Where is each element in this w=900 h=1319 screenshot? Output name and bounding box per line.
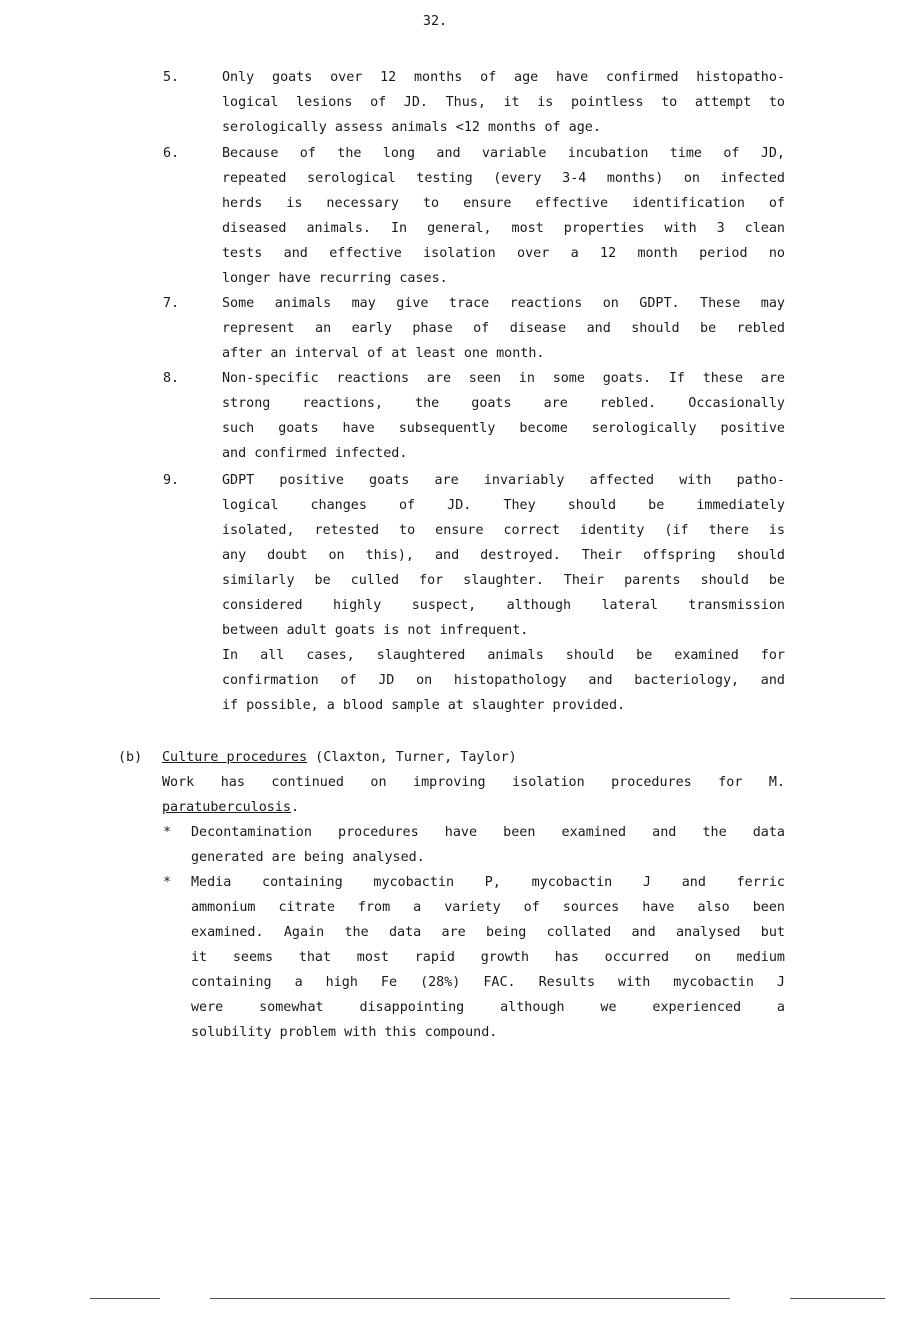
text-line: Media containing mycobactin P, mycobactin J and ferric <box>191 875 785 890</box>
text-line: isolated, retested to ensure correct identity (if there is <box>222 523 785 538</box>
footer-rule <box>210 1298 730 1299</box>
period: . <box>291 800 300 815</box>
bullet-marker: * <box>163 875 172 890</box>
text-line: any doubt on this), and destroyed. Their offspring should <box>222 548 785 563</box>
text-line: In all cases, slaughtered animals should be examined for <box>222 648 785 663</box>
footer-rule <box>90 1298 160 1299</box>
text-line: strong reactions, the goats are rebled. Occasionally <box>222 396 785 411</box>
text-line: longer have recurring cases. <box>222 271 448 286</box>
text-line: diseased animals. In general, most properties with 3 clean <box>222 221 785 236</box>
item-text <box>222 291 785 366</box>
text-line: considered highly suspect, although lateral transmission <box>222 598 785 613</box>
bullet-marker: * <box>163 825 172 840</box>
text-line: Only goats over 12 months of age have confirmed histopatho- <box>222 70 785 85</box>
text-line: represent an early phase of disease and should be rebled <box>222 321 785 336</box>
text-line: Because of the long and variable incubation time of JD, <box>222 146 785 161</box>
bullet-text <box>191 870 785 1045</box>
text-line <box>162 795 785 820</box>
text-line: it seems that most rapid growth has occurred on medium <box>191 950 785 965</box>
item-text <box>222 468 785 718</box>
item-number: 9. <box>163 473 180 488</box>
text-line: logical changes of JD. They should be immediately <box>222 498 785 513</box>
text-line: between adult goats is not infrequent. <box>222 623 529 638</box>
organism-name: paratuberculosis <box>162 800 291 815</box>
text-line: containing a high Fe (28%) FAC. Results with mycobactin J <box>191 975 785 990</box>
item-text <box>222 141 785 291</box>
text-line: repeated serological testing (every 3-4 months) on infected <box>222 171 785 186</box>
footer-rule <box>790 1298 885 1299</box>
text-line: logical lesions of JD. Thus, it is pointless to attempt to <box>222 95 785 110</box>
section-heading <box>162 745 517 770</box>
text-line: confirmation of JD on histopathology and bacteriology, and <box>222 673 785 688</box>
item-number: 5. <box>163 70 180 85</box>
text-line: ammonium citrate from a variety of sources have also been <box>191 900 785 915</box>
text-line: examined. Again the data are being collated and analysed but <box>191 925 785 940</box>
text-line: if possible, a blood sample at slaughter provided. <box>222 698 626 713</box>
text-line: after an interval of at least one month. <box>222 346 545 361</box>
text-line: similarly be culled for slaughter. Their parents should be <box>222 573 785 588</box>
item-number: 6. <box>163 146 180 161</box>
section-label: (b) <box>118 750 143 765</box>
text-line: solubility problem with this compound. <box>191 1025 498 1040</box>
section-title: Culture procedures <box>162 750 308 765</box>
text-line: GDPT positive goats are invariably affected with patho- <box>222 473 785 488</box>
text-line: Work has continued on improving isolation procedures for M. <box>162 775 785 790</box>
text-line: serologically assess animals <12 months of age. <box>222 120 601 135</box>
text-line: such goats have subsequently become serologically positive <box>222 421 785 436</box>
item-number: 8. <box>163 371 180 386</box>
text-line: Non-specific reactions are seen in some goats. If these are <box>222 371 785 386</box>
text-line: Decontamination procedures have been examined and the data <box>191 825 785 840</box>
item-text <box>222 65 785 140</box>
text-line: herds is necessary to ensure effective identification of <box>222 196 785 211</box>
text-line: were somewhat disappointing although we experienced a <box>191 1000 785 1015</box>
text-line: generated are being analysed. <box>191 850 425 865</box>
page-number: 32. <box>422 14 448 29</box>
section-intro <box>162 770 785 820</box>
section-authors: (Claxton, Turner, Taylor) <box>307 750 517 765</box>
item-number: 7. <box>163 296 180 311</box>
text-line: tests and effective isolation over a 12 month period no <box>222 246 785 261</box>
text-line: Some animals may give trace reactions on GDPT. These may <box>222 296 785 311</box>
item-text <box>222 366 785 466</box>
text-line: and confirmed infected. <box>222 446 408 461</box>
bullet-text <box>191 820 785 870</box>
